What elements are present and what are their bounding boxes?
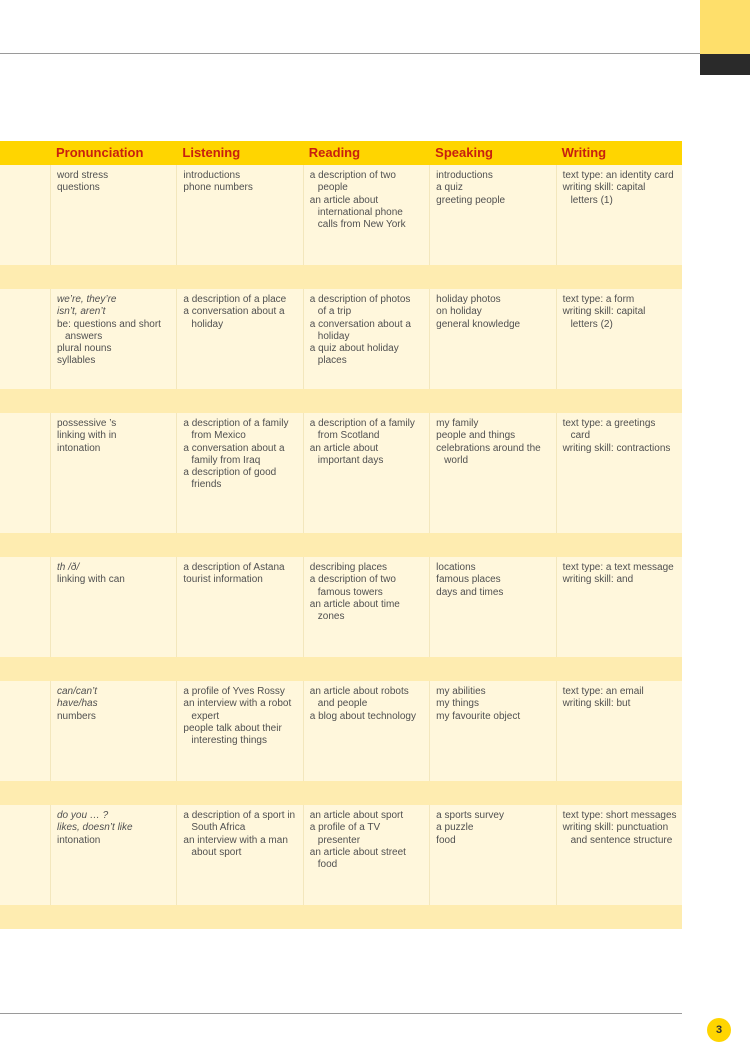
row-separator-band bbox=[0, 533, 682, 557]
cell-pronunciation bbox=[50, 557, 176, 657]
cell-listening bbox=[176, 413, 302, 533]
cell-pronunciation bbox=[50, 805, 176, 905]
cell-line: letters (1) bbox=[570, 194, 613, 206]
top-rule bbox=[0, 53, 700, 54]
cell-pronunciation bbox=[50, 289, 176, 389]
cell-reading bbox=[303, 557, 429, 657]
bottom-rule bbox=[0, 1013, 682, 1014]
cell-line: a puzzle bbox=[436, 822, 474, 834]
cell-line: days and times bbox=[436, 586, 504, 598]
cell-line: an article about robots bbox=[309, 686, 409, 697]
cell-line: holiday photos bbox=[436, 294, 501, 305]
cell-speaking bbox=[429, 289, 555, 389]
cell-line: intonation bbox=[57, 442, 101, 454]
cell-listening bbox=[176, 557, 302, 657]
corner-tab bbox=[700, 0, 750, 54]
cell-speaking bbox=[429, 557, 555, 657]
cell-line: celebrations around the bbox=[436, 442, 541, 454]
cell-line: zones bbox=[317, 611, 345, 623]
cell-line: writing skill: capital bbox=[562, 306, 646, 318]
cell-line: writing skill: capital bbox=[562, 182, 646, 194]
corner-tab-dark bbox=[700, 54, 750, 75]
cell-line: food bbox=[436, 834, 456, 846]
cell-line: a profile of Yves Rossy bbox=[183, 686, 285, 697]
cell-line: greeting people bbox=[436, 194, 506, 206]
table-row bbox=[0, 805, 682, 905]
cell-line: a conversation about a bbox=[309, 318, 411, 330]
cell-reading bbox=[303, 413, 429, 533]
cell-reading bbox=[303, 681, 429, 781]
row-separator-band bbox=[0, 781, 682, 805]
cell-line: places bbox=[317, 355, 347, 367]
header-reading: Reading bbox=[308, 145, 361, 160]
cell-line: an article about sport bbox=[309, 810, 404, 821]
cell-line: people bbox=[317, 182, 348, 194]
cell-line: important days bbox=[317, 454, 384, 466]
cell-listening bbox=[176, 681, 302, 781]
table-row bbox=[0, 165, 682, 265]
cell-line: of a trip bbox=[317, 306, 352, 318]
cell-line: an article about time bbox=[309, 598, 400, 610]
table-row bbox=[0, 681, 682, 781]
cell-writing bbox=[556, 681, 682, 781]
cell-writing bbox=[556, 557, 682, 657]
table-row bbox=[0, 413, 682, 533]
cell-line: letters (2) bbox=[570, 318, 613, 330]
cell-line: answers bbox=[65, 330, 103, 342]
cell-line: my family bbox=[436, 418, 479, 429]
header-pronunciation: Pronunciation bbox=[56, 145, 144, 160]
cell-line: an article about street bbox=[309, 846, 406, 858]
cell-line: a profile of a TV bbox=[309, 822, 381, 834]
cell-line: isn’t, aren’t bbox=[57, 306, 106, 318]
cell-line: a blog about technology bbox=[309, 710, 416, 722]
cell-line: questions bbox=[57, 182, 100, 194]
cell-reading bbox=[303, 805, 429, 905]
cell-line: famous towers bbox=[317, 586, 383, 598]
cell-line: linking with in bbox=[57, 430, 117, 442]
cell-line: from Mexico bbox=[191, 430, 246, 442]
cell-line: famous places bbox=[436, 574, 501, 586]
cell-line: text type: a greetings bbox=[562, 418, 656, 429]
cell-line: writing skill: and bbox=[562, 574, 634, 586]
cell-writing bbox=[556, 805, 682, 905]
cell-line: text type: short messages bbox=[562, 810, 677, 821]
cell-line: text type: a text message bbox=[562, 562, 674, 573]
cell-line: a description of a family bbox=[183, 418, 289, 429]
cell-line: a conversation about a bbox=[183, 442, 285, 454]
row-separator-band bbox=[0, 265, 682, 289]
cell-line: about sport bbox=[191, 846, 242, 858]
cell-line: introductions bbox=[436, 170, 493, 181]
cell-line: we’re, they’re bbox=[57, 294, 117, 305]
cell-line: a description of a place bbox=[183, 294, 287, 305]
table-row bbox=[0, 289, 682, 389]
cell-line: a description of photos bbox=[309, 294, 411, 305]
page-number: 3 bbox=[707, 1018, 731, 1042]
cell-line: writing skill: contractions bbox=[562, 442, 671, 454]
cell-line: interesting things bbox=[191, 735, 267, 747]
cell-reading bbox=[303, 289, 429, 389]
cell-line: a description of two bbox=[309, 574, 396, 586]
cell-line: holiday bbox=[317, 330, 350, 342]
cell-line: and people bbox=[317, 698, 368, 710]
cell-line: a description of two bbox=[309, 170, 396, 181]
cell-line: word stress bbox=[57, 170, 109, 181]
cell-reading bbox=[303, 165, 429, 265]
cell-line: people talk about their bbox=[183, 722, 282, 734]
cell-line: people and things bbox=[436, 430, 516, 442]
cell-writing bbox=[556, 165, 682, 265]
cell-line: likes, doesn’t like bbox=[57, 822, 133, 834]
cell-line: numbers bbox=[57, 710, 96, 722]
cell-line: my abilities bbox=[436, 686, 486, 697]
cell-line: international phone bbox=[317, 206, 403, 218]
cell-line: expert bbox=[191, 710, 220, 722]
cell-line: on holiday bbox=[436, 306, 482, 318]
cell-line: friends bbox=[191, 479, 222, 491]
cell-line: text type: an identity card bbox=[562, 170, 674, 181]
cell-line: my things bbox=[436, 698, 479, 710]
cell-line: card bbox=[570, 430, 591, 442]
cell-pronunciation bbox=[50, 413, 176, 533]
header-writing: Writing bbox=[561, 145, 607, 160]
row-separator-band bbox=[0, 657, 682, 681]
cell-line: a description of Astana bbox=[183, 562, 285, 573]
row-separator-band bbox=[0, 905, 682, 929]
cell-line: plural nouns bbox=[57, 343, 112, 355]
cell-line: an interview with a robot bbox=[183, 698, 292, 710]
cell-listening bbox=[176, 165, 302, 265]
cell-line: a quiz about holiday bbox=[309, 343, 399, 355]
header-listening: Listening bbox=[182, 145, 241, 160]
cell-line: text type: a form bbox=[562, 294, 635, 305]
cell-line: be: questions and short bbox=[57, 318, 161, 330]
cell-line: food bbox=[317, 859, 338, 871]
cell-line: general knowledge bbox=[436, 318, 521, 330]
cell-listening bbox=[176, 289, 302, 389]
header-speaking: Speaking bbox=[435, 145, 493, 160]
cell-line: a description of a sport in bbox=[183, 810, 296, 821]
cell-speaking bbox=[429, 805, 555, 905]
cell-pronunciation bbox=[50, 165, 176, 265]
cell-line: South Africa bbox=[191, 822, 246, 834]
cell-line: linking with can bbox=[57, 574, 125, 586]
cell-line: a conversation about a bbox=[183, 306, 285, 318]
cell-line: a quiz bbox=[436, 182, 463, 194]
cell-line: a sports survey bbox=[436, 810, 504, 821]
contents-table bbox=[0, 141, 682, 929]
cell-writing bbox=[556, 413, 682, 533]
cell-listening bbox=[176, 805, 302, 905]
cell-pronunciation bbox=[50, 681, 176, 781]
cell-line: writing skill: but bbox=[562, 698, 631, 710]
table-header bbox=[0, 141, 682, 165]
cell-line: calls from New York bbox=[317, 219, 406, 231]
cell-line: describing places bbox=[309, 562, 388, 573]
cell-line: locations bbox=[436, 562, 476, 573]
cell-line: th /ð/ bbox=[57, 562, 80, 573]
cell-line: family from Iraq bbox=[191, 454, 261, 466]
cell-line: holiday bbox=[191, 318, 224, 330]
row-separator-band bbox=[0, 389, 682, 413]
cell-line: text type: an email bbox=[562, 686, 644, 697]
cell-line: an article about bbox=[309, 442, 379, 454]
cell-line: presenter bbox=[317, 834, 361, 846]
cell-speaking bbox=[429, 681, 555, 781]
cell-line: have/has bbox=[57, 698, 98, 710]
cell-line: a description of a family bbox=[309, 418, 415, 429]
cell-line: tourist information bbox=[183, 574, 263, 586]
cell-line: an article about bbox=[309, 194, 379, 206]
cell-line: possessive ’s bbox=[57, 418, 117, 429]
cell-line: introductions bbox=[183, 170, 241, 181]
cell-line: from Scotland bbox=[317, 430, 380, 442]
cell-line: do you … ? bbox=[57, 810, 109, 821]
cell-line: phone numbers bbox=[183, 182, 253, 194]
cell-speaking bbox=[429, 165, 555, 265]
cell-line: intonation bbox=[57, 834, 101, 846]
cell-speaking bbox=[429, 413, 555, 533]
cell-line: can/can’t bbox=[57, 686, 98, 697]
cell-line: my favourite object bbox=[436, 710, 521, 722]
table-row bbox=[0, 557, 682, 657]
cell-line: syllables bbox=[57, 355, 96, 367]
cell-line: an interview with a man bbox=[183, 834, 288, 846]
cell-line: and sentence structure bbox=[570, 834, 673, 846]
cell-line: world bbox=[444, 454, 469, 466]
cell-line: writing skill: punctuation bbox=[562, 822, 669, 834]
cell-line: a description of good bbox=[183, 467, 277, 479]
cell-writing bbox=[556, 289, 682, 389]
